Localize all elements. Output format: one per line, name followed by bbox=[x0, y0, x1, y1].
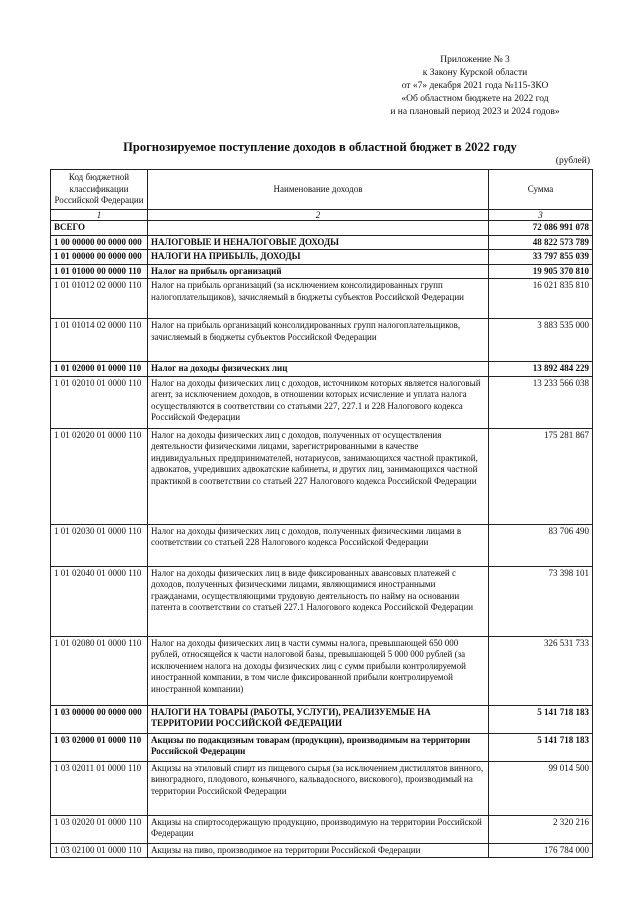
row-code: 1 01 02000 01 0000 110 bbox=[51, 362, 148, 377]
row-name: Налог на доходы физических лиц с доходов, источником которых является налоговый агент, за исключением доходов, в отношении которых исчисление и уплата налога осуществляются в соответствии со статьями 227, 227.1 и 228 Налогового кодекса Российской Федерации bbox=[148, 376, 489, 428]
table-row bbox=[51, 221, 593, 236]
row-code: 1 00 00000 00 0000 000 bbox=[51, 235, 148, 250]
appendix-header bbox=[360, 54, 590, 119]
row-sum: 19 905 370 810 bbox=[489, 264, 593, 279]
table-row bbox=[51, 843, 593, 858]
row-sum: 99 014 500 bbox=[489, 761, 593, 815]
row-sum: 48 822 573 789 bbox=[489, 235, 593, 250]
table-row bbox=[51, 428, 593, 524]
table-row bbox=[51, 733, 593, 761]
row-code: 1 03 02000 01 0000 110 bbox=[51, 733, 148, 761]
row-sum: 13 892 484 229 bbox=[489, 362, 593, 377]
row-name: Налог на прибыль организаций консолидированных групп налогоплательщиков, зачисляемый в бюджеты субъектов Российской Федерации bbox=[148, 319, 489, 362]
row-code: 1 01 00000 00 0000 000 bbox=[51, 250, 148, 265]
row-name: Налог на доходы физических лиц с доходов, полученных от осуществления деятельности физическими лицами, зарегистрированными в качестве индивидуальных предпринимателей, нотариусов, занимающихся частной практикой, адвокатов, учредивших адвокатские кабинеты, и других лиц, занимающихся частной практикой в соответствии со статьей 227 Налогового кодекса Российской Федерации bbox=[148, 428, 489, 524]
row-sum: 326 531 733 bbox=[489, 636, 593, 705]
units-label: (рублей) bbox=[555, 156, 590, 166]
table-row bbox=[51, 376, 593, 428]
row-name: НАЛОГОВЫЕ И НЕНАЛОГОВЫЕ ДОХОДЫ bbox=[148, 235, 489, 250]
table-row bbox=[51, 279, 593, 319]
row-code: 1 01 01014 02 0000 110 bbox=[51, 319, 148, 362]
row-code: 1 01 01012 02 0000 110 bbox=[51, 279, 148, 319]
header-line: Приложение № 3 bbox=[440, 55, 510, 65]
row-sum: 175 281 867 bbox=[489, 428, 593, 524]
row-name: Акцизы по подакцизным товарам (продукции), производимым на территории Российской Федерации bbox=[148, 733, 489, 761]
row-sum: 16 021 835 810 bbox=[489, 279, 593, 319]
table-row bbox=[51, 362, 593, 377]
row-sum: 13 233 566 038 bbox=[489, 376, 593, 428]
header-line: от «7» декабря 2021 года №115-ЗКО bbox=[401, 81, 549, 91]
column-number: 2 bbox=[148, 210, 489, 221]
row-code: 1 01 02040 01 0000 110 bbox=[51, 566, 148, 636]
header-line: «Об областном бюджете на 2022 год bbox=[401, 94, 549, 104]
revenue-table bbox=[50, 169, 593, 858]
row-code: 1 01 02020 01 0000 110 bbox=[51, 428, 148, 524]
row-name bbox=[148, 221, 489, 236]
column-header-code: Код бюджетной классификации Российской Федерации bbox=[51, 170, 148, 210]
row-name: Акцизы на пиво, производимое на территории Российской Федерации bbox=[148, 843, 489, 858]
row-code: 1 01 02010 01 0000 110 bbox=[51, 376, 148, 428]
table-row bbox=[51, 319, 593, 362]
table-header-row bbox=[51, 170, 593, 210]
row-code: 1 03 02011 01 0000 110 bbox=[51, 761, 148, 815]
row-sum: 72 086 991 078 bbox=[489, 221, 593, 236]
row-name: Налог на прибыль организаций (за исключением консолидированных групп налогоплательщиков), зачисляемый в бюджеты субъектов Российской Федерации bbox=[148, 279, 489, 319]
row-sum: 5 141 718 183 bbox=[489, 733, 593, 761]
row-code: 1 03 02020 01 0000 110 bbox=[51, 815, 148, 843]
row-name: Налог на прибыль организаций bbox=[148, 264, 489, 279]
table-row bbox=[51, 524, 593, 566]
table-row bbox=[51, 235, 593, 250]
table-row bbox=[51, 264, 593, 279]
column-number-row bbox=[51, 210, 593, 221]
row-code: 1 01 02030 01 0000 110 bbox=[51, 524, 148, 566]
row-sum: 5 141 718 183 bbox=[489, 705, 593, 733]
column-header-sum: Сумма bbox=[489, 170, 593, 210]
row-sum: 33 797 855 039 bbox=[489, 250, 593, 265]
header-line: и на плановый период 2023 и 2024 годов» bbox=[390, 107, 560, 117]
row-name: Акцизы на спиртосодержащую продукцию, производимую на территории Российской Федерации bbox=[148, 815, 489, 843]
table-row bbox=[51, 566, 593, 636]
row-name: Налог на доходы физических лиц с доходов, полученных физическими лицами в соответствии со статьей 228 Налогового кодекса Российской Федерации bbox=[148, 524, 489, 566]
column-number: 3 bbox=[489, 210, 593, 221]
table-row bbox=[51, 250, 593, 265]
row-name: Налог на доходы физических лиц bbox=[148, 362, 489, 377]
header-line: к Закону Курской области bbox=[422, 68, 528, 78]
row-code: ВСЕГО bbox=[51, 221, 148, 236]
row-sum: 3 883 535 000 bbox=[489, 319, 593, 362]
row-code: 1 03 00000 00 0000 000 bbox=[51, 705, 148, 733]
table-row bbox=[51, 815, 593, 843]
row-name: НАЛОГИ НА ТОВАРЫ (РАБОТЫ, УСЛУГИ), РЕАЛИЗУЕМЫЕ НА ТЕРРИТОРИИ РОССИЙСКОЙ ФЕДЕРАЦИИ bbox=[148, 705, 489, 733]
row-name: НАЛОГИ НА ПРИБЫЛЬ, ДОХОДЫ bbox=[148, 250, 489, 265]
row-sum: 73 398 101 bbox=[489, 566, 593, 636]
row-name: Налог на доходы физических лиц в части суммы налога, превышающей 650 000 рублей, относящейся к части налоговой базы, превышающей 5 000 000 рублей (за исключением налога на доходы физических лиц с сумм прибыли контролируемой иностранной компании, в том числе фиксированной прибыли контролируемой иностранной компании) bbox=[148, 636, 489, 705]
row-code: 1 03 02100 01 0000 110 bbox=[51, 843, 148, 858]
row-name: Акцизы на этиловый спирт из пищевого сырья (за исключением дистиллятов винного, виноградного, плодового, коньячного, кальвадосного, вискового), производимый на территории Российской Федерации bbox=[148, 761, 489, 815]
row-code: 1 01 01000 00 0000 110 bbox=[51, 264, 148, 279]
row-name: Налог на доходы физических лиц в виде фиксированных авансовых платежей с доходов, полученных физическими лицами, являющимися иностранными гражданами, осуществляющими трудовую деятельность по найму на основании патента в соответствии со статьей 227.1 Налогового кодекса Российской Федерации bbox=[148, 566, 489, 636]
row-sum: 2 320 216 bbox=[489, 815, 593, 843]
table-row bbox=[51, 636, 593, 705]
column-number: 1 bbox=[51, 210, 148, 221]
row-sum: 176 784 000 bbox=[489, 843, 593, 858]
column-header-name: Наименование доходов bbox=[148, 170, 489, 210]
table-row bbox=[51, 761, 593, 815]
table-row bbox=[51, 705, 593, 733]
row-sum: 83 706 490 bbox=[489, 524, 593, 566]
row-code: 1 01 02080 01 0000 110 bbox=[51, 636, 148, 705]
document-title: Прогнозируемое поступление доходов в областной бюджет в 2022 году bbox=[123, 140, 517, 154]
